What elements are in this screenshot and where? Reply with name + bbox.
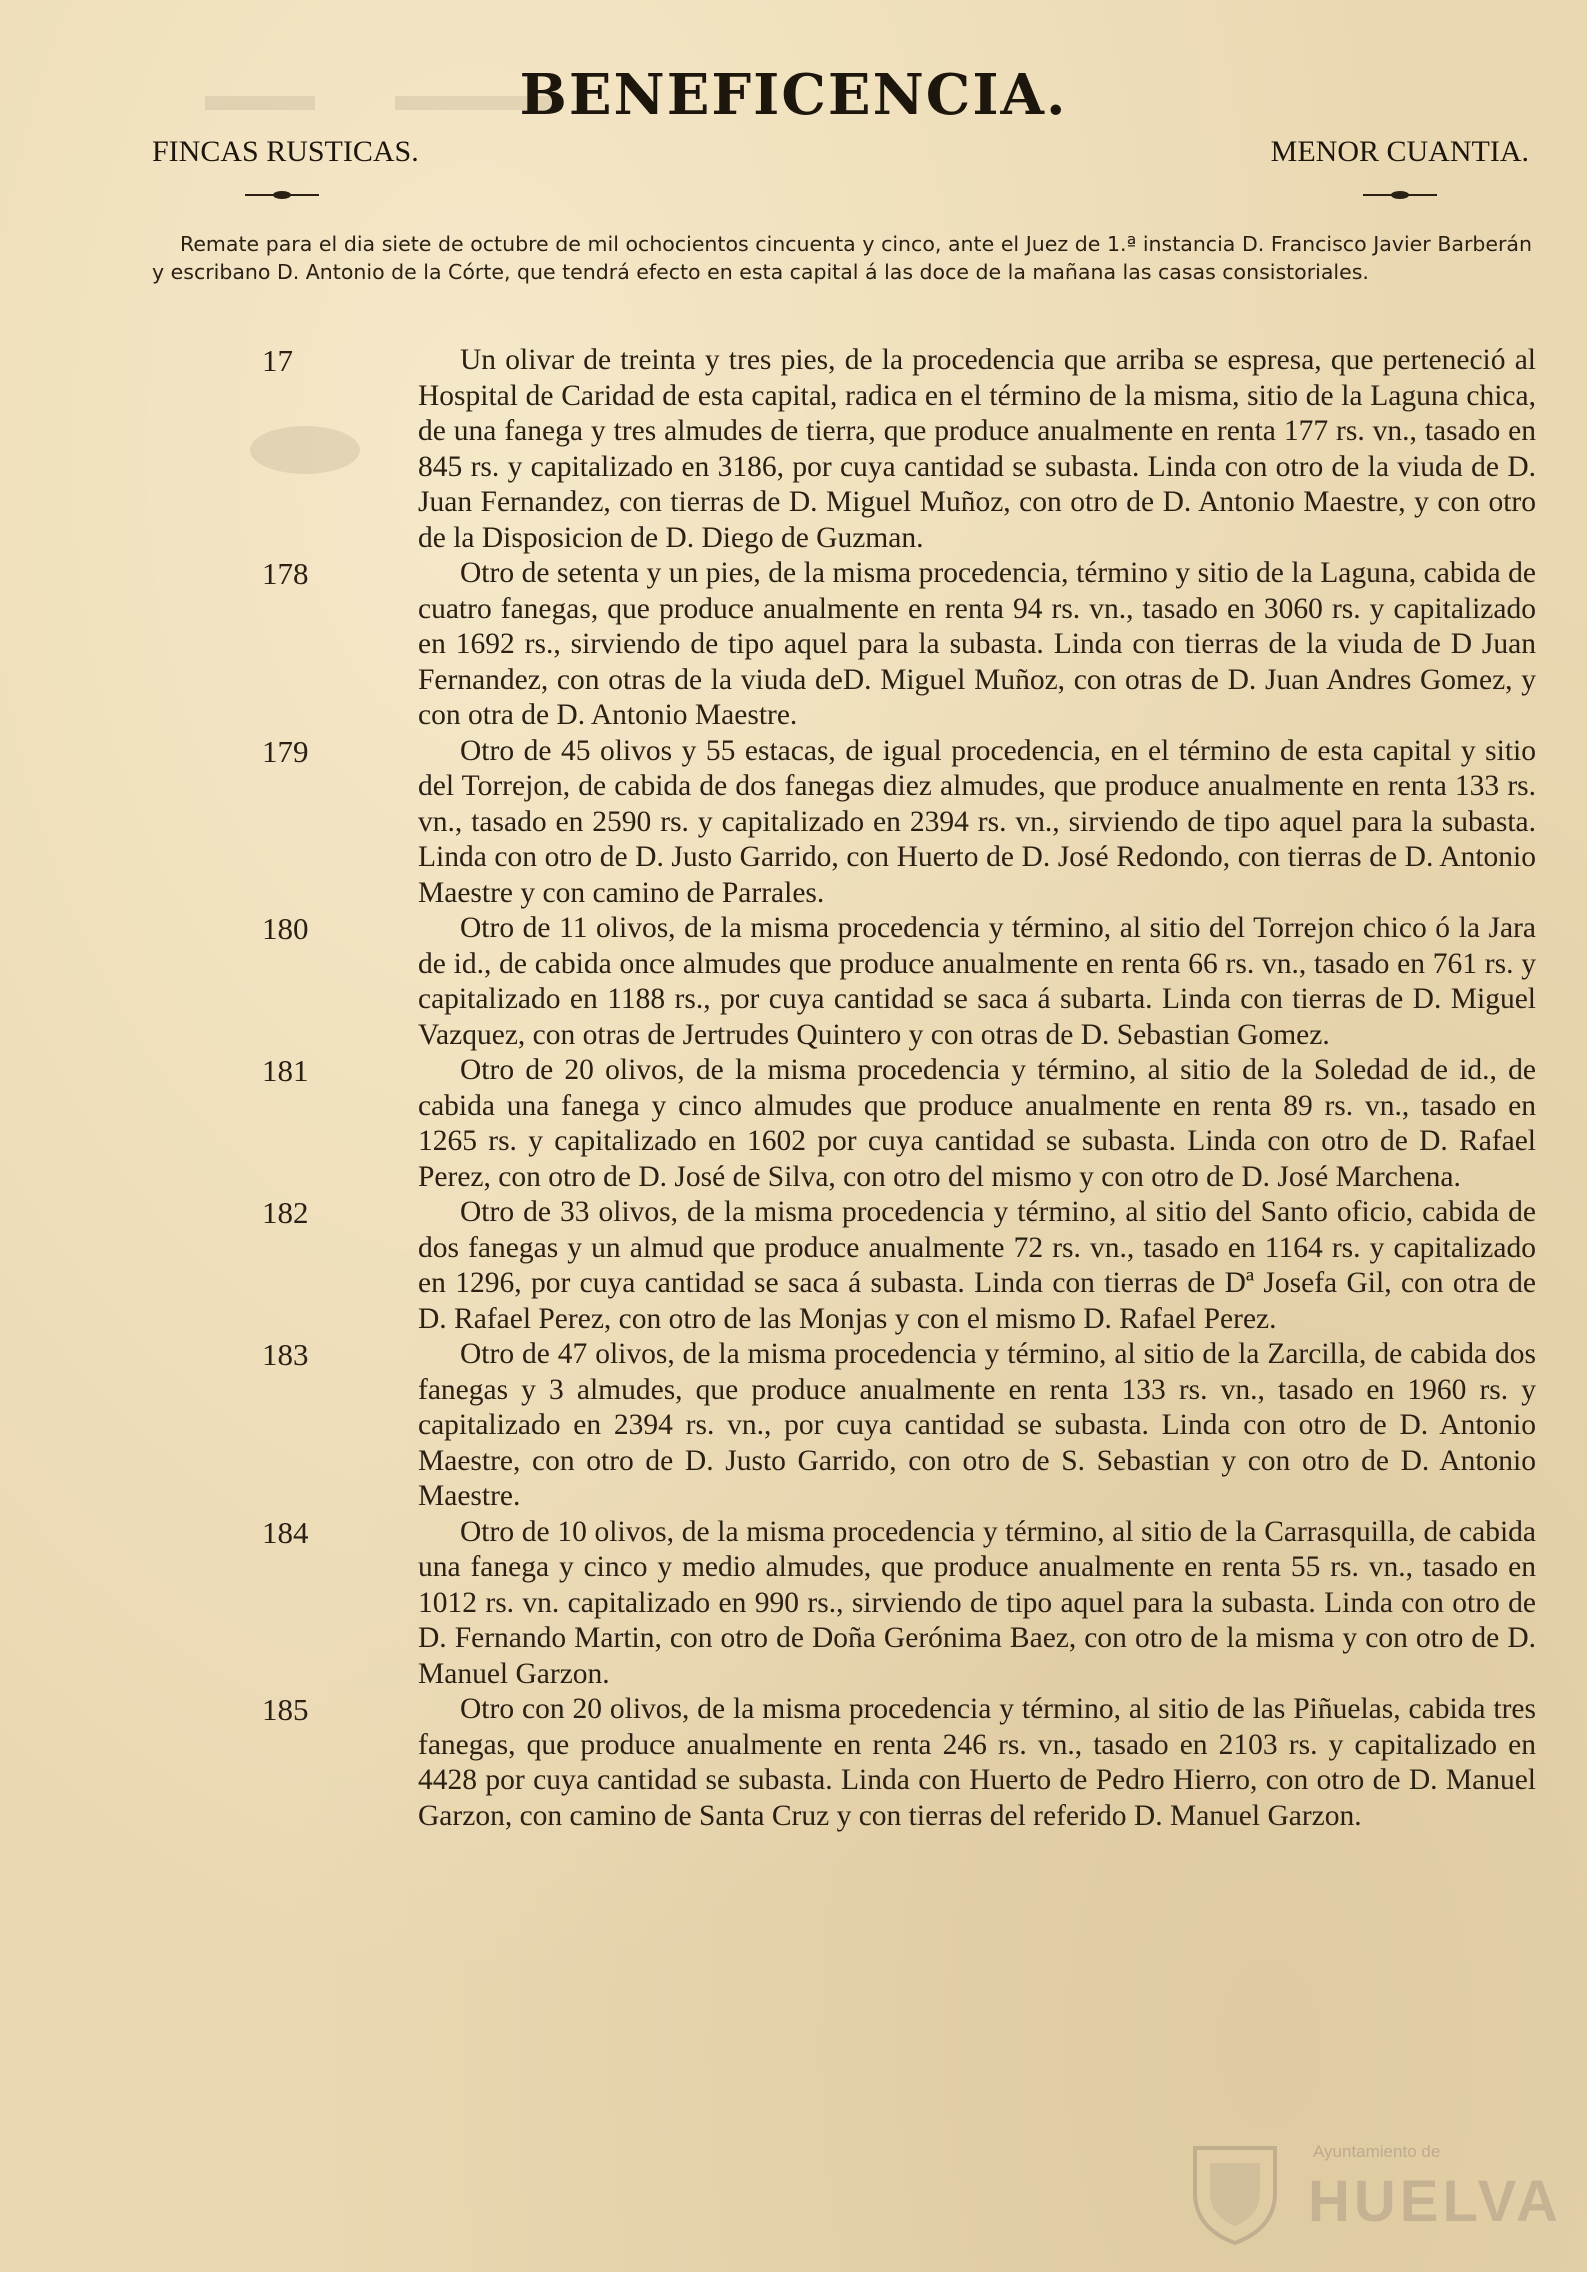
ornament-divider-right — [1363, 190, 1437, 200]
watermark-city: HUELVA — [1308, 2169, 1562, 2234]
ornament-divider-left — [245, 190, 319, 200]
lot-description: Otro de 20 olivos, de la misma procedencia y término, al sitio de la Soledad de id., de cabida una fanega y cinco almudes que produce anualmente en renta 89 rs. vn., tasado en 1265 rs. y capitalizado en 1602 por cuya cantidad se subasta. Linda con otro de D. Rafael Perez, con otro de D. José de Silva, con otro del mismo y con otro de D. José Marchena. — [418, 1054, 1536, 1193]
lot-description: Otro de 10 olivos, de la misma procedencia y término, al sitio de la Carrasquilla, de cabida una fanega y cinco y medio almudes, que produce anualmente en renta 55 rs. vn., tasado en 1012 rs. vn. capitalizado en 990 rs., sirviendo de tipo aquel para la subasta. Linda con otro de D. Fernando Martin, con otro de Doña Gerónima Baez, con otro de la misma y con otro de D. Manuel Garzon. — [418, 1515, 1536, 1690]
lot-number: 182 — [262, 1195, 309, 1230]
lot-item — [0, 1053, 1587, 1195]
archive-watermark — [1180, 2138, 1562, 2248]
lot-item — [0, 734, 1587, 912]
lot-number: 184 — [262, 1514, 309, 1550]
lot-description: Un olivar de treinta y tres pies, de la procedencia que arriba se espresa, que perteneció al Hospital de Caridad de esta capital, radica en el término de la misma, sitio de la Laguna chica, de una fanega y tres almudes de tierra, que produce anualmente en renta 177 rs. vn., tasado en 845 rs. y capitalizado en 3186, por cuya cantidad se subasta. Linda con otro de la viuda de D. Juan Fernandez, con tierras de D. Miguel Muñoz, con otro de D. Antonio Maestre, y con otro de la Disposicion de D. Diego de Guzman. — [418, 344, 1536, 554]
lot-number: 181 — [262, 1053, 309, 1088]
lot-item — [0, 1515, 1587, 1693]
page-title: BENEFICENCIA. — [519, 62, 1068, 128]
watermark-caption: Ayuntamiento de — [1313, 2142, 1441, 2161]
city-shield-icon — [1180, 2138, 1290, 2248]
lot-item — [0, 1337, 1587, 1515]
lot-description: Otro de setenta y un pies, de la misma procedencia, término y sitio de la Laguna, cabida de cuatro fanegas, que produce anualmente en renta 94 rs. vn., tasado en 3060 rs. y capitalizado en 1692 rs., sirviendo de tipo aquel para la subasta. Linda con tierras de la viuda de D Juan Fernandez, con otras de la viuda deD. Miguel Muñoz, con otras de D. Juan Andres Gomez, y con otra de D. Antonio Maestre. — [418, 557, 1536, 731]
lot-number: 17 — [262, 343, 293, 378]
lot-number: 180 — [262, 911, 309, 946]
lot-item — [0, 343, 1587, 556]
lot-description: Otro de 47 olivos, de la misma procedencia y término, al sitio de la Zarcilla, de cabida dos fanegas y 3 almudes, que produce anualmente en renta 133 rs. vn., tasado en 1960 rs. y capitalizado en 2394 rs. vn., por cuya cantidad se subasta. Linda con otro de D. Antonio Maestre, con otro de D. Justo Garrido, con otro de S. Sebastian y con otro de D. Antonio Maestre. — [418, 1338, 1536, 1512]
lot-item — [0, 1195, 1587, 1337]
lot-item — [0, 556, 1587, 734]
lot-description: Otro de 33 olivos, de la misma procedencia y término, al sitio del Santo oficio, cabida de dos fanegas y un almud que produce anualmente 72 rs. vn., tasado en 1164 rs. y capitalizado en 1296, por cuya cantidad se saca á subasta. Linda con tierras de Dª Josefa Gil, con otra de D. Rafael Perez, con otro de las Monjas y con el mismo D. Rafael Perez. — [418, 1196, 1536, 1335]
lot-number: 178 — [262, 556, 309, 591]
lot-number: 185 — [262, 1692, 309, 1727]
lot-description: Otro de 45 olivos y 55 estacas, de igual procedencia, en el término de esta capital y sitio del Torrejon, de cabida de dos fanegas diez almudes, que produce anualmente en renta 133 rs. vn., tasado en 2590 rs. y capitalizado en 2394 rs. vn., sirviendo de tipo aquel para la subasta. Linda con otro de D. Justo Garrido, con Huerto de D. José Redondo, con tierras de D. Antonio Maestre y con camino de Parrales. — [418, 734, 1536, 909]
lot-description: Otro de 11 olivos, de la misma procedencia y término, al sitio del Torrejon chico ó la Jara de id., de cabida once almudes que produce anualmente en renta 66 rs. vn., tasado en 761 rs. y capitalizado en 1188 rs., por cuya cantidad se saca á subarta. Linda con tierras de D. Miguel Vazquez, con otras de Jertrudes Quintero y con otras de D. Sebastian Gomez. — [418, 912, 1536, 1051]
lot-number: 179 — [262, 733, 309, 769]
lot-number: 183 — [262, 1337, 309, 1372]
auction-notice: Remate para el dia siete de octubre de mil ochocientos cincuenta y cinco, ante el Juez de 1.ª instancia D. Francisco Javier Barberán y escribano D. Antonio de la Córte, que tendrá efecto en esta capital á las doce de la mañana las casas consistoriales. — [152, 232, 1532, 284]
lot-item — [0, 911, 1587, 1053]
section-left-heading: FINCAS RUSTICAS. — [152, 135, 419, 168]
lot-item — [0, 1692, 1587, 1834]
lot-list — [0, 343, 1587, 1834]
lot-description: Otro con 20 olivos, de la misma procedencia y término, al sitio de las Piñuelas, cabida tres fanegas, que produce anualmente en renta 246 rs. vn., tasado en 2103 rs. y capitalizado en 4428 por cuya cantidad se subasta. Linda con Huerto de Pedro Hierro, con otro de D. Manuel Garzon, con camino de Santa Cruz y con tierras del referido D. Manuel Garzon. — [418, 1693, 1536, 1832]
section-right-heading: MENOR CUANTIA. — [1270, 135, 1529, 168]
